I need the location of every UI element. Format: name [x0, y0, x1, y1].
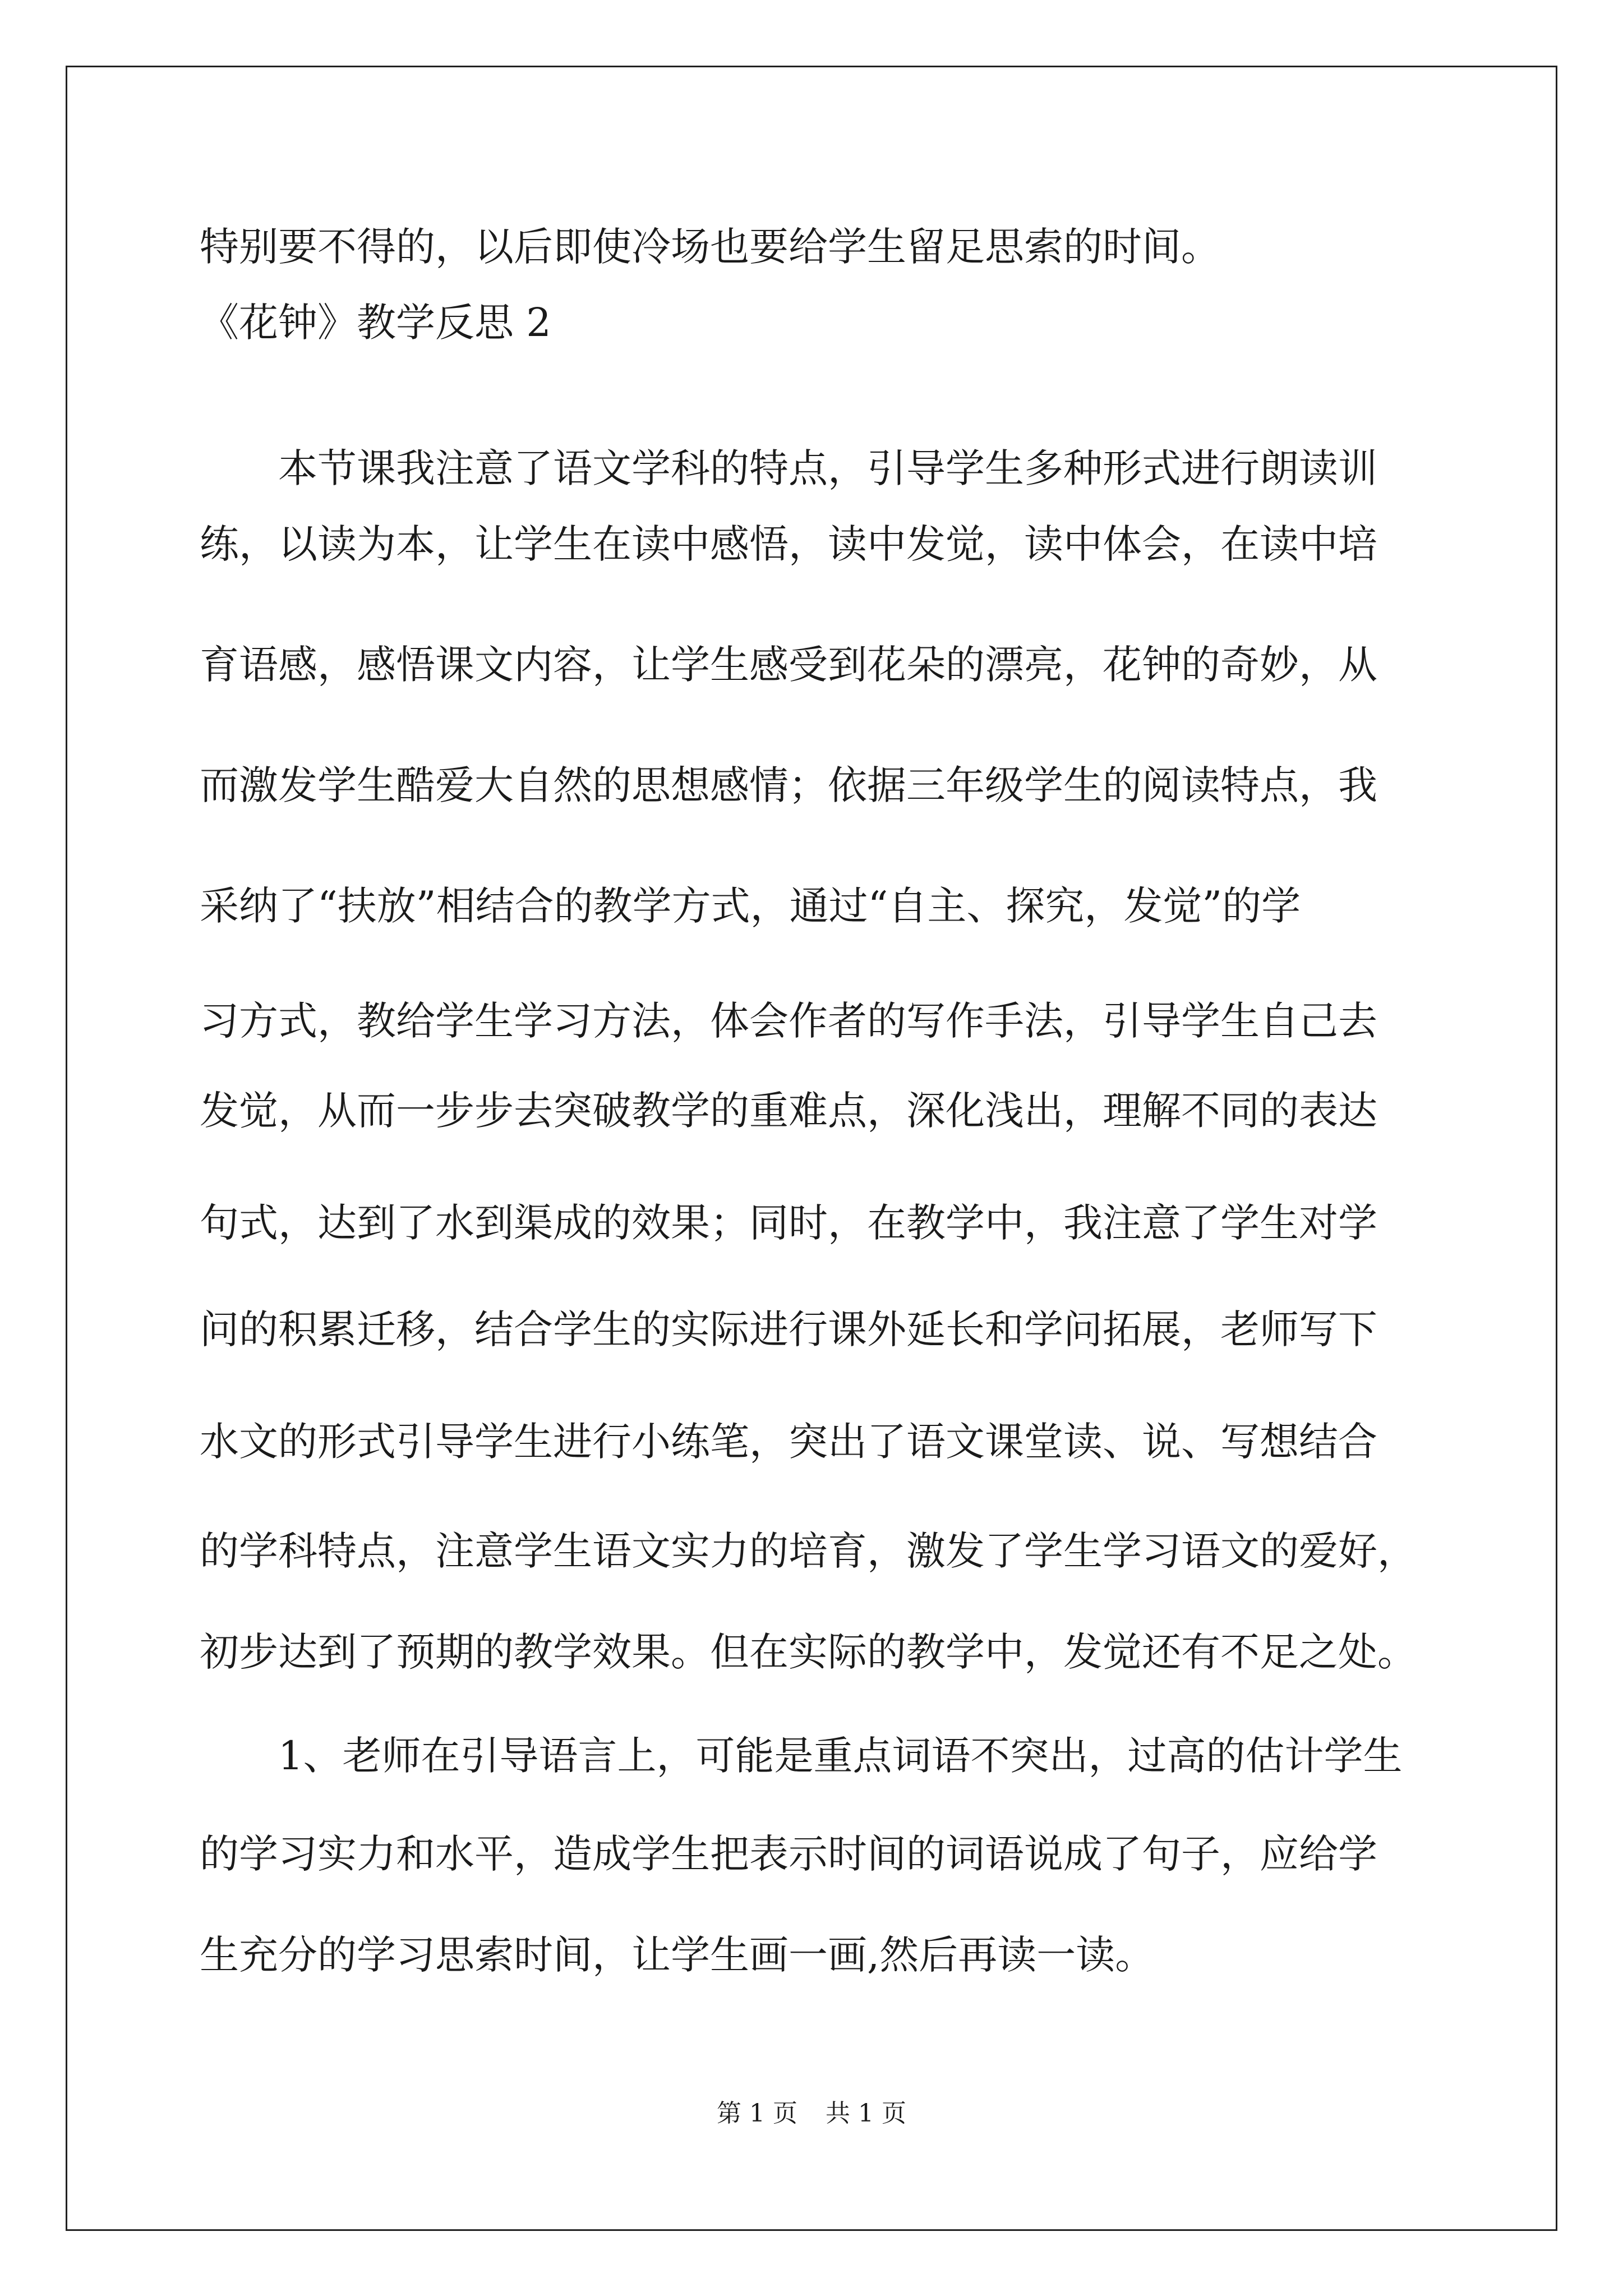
text-line: 句式，达到了水到渠成的效果；同时，在教学中，我注意了学生对学 [200, 1200, 1377, 1246]
page-total: 共 1 页 [826, 2099, 906, 2128]
page-footer [0, 2098, 1623, 2129]
text-line: 发觉，从而一步步去突破教学的重难点，深化浅出，理解不同的表达 [200, 1088, 1377, 1134]
text-line: 育语感，感悟课文内容，让学生感受到花朵的漂亮，花钟的奇妙，从 [200, 642, 1377, 688]
text-line: 生充分的学习思索时间，让学生画一画,然后再读一读。 [200, 1932, 1155, 1978]
text-line: 特别要不得的，以后即使冷场也要给学生留足思索的时间。 [200, 224, 1220, 270]
text-line: 初步达到了预期的教学效果。但在实际的教学中，发觉还有不足之处。 [200, 1629, 1417, 1675]
page-border [66, 66, 1557, 2231]
text-line: 水文的形式引导学生进行小练笔，突出了语文课堂读、说、写想结合 [200, 1419, 1377, 1465]
page-number: 第 1 页 [717, 2099, 797, 2128]
text-line: 的学科特点，注意学生语文实力的培育，激发了学生学习语文的爱好， [200, 1528, 1417, 1574]
text-line: 的学习实力和水平，造成学生把表示时间的词语说成了句子，应给学 [200, 1831, 1377, 1877]
text-line: 采纳了“扶放”相结合的教学方式，通过“自主、探究，发觉”的学 [200, 883, 1301, 929]
text-line: 习方式，教给学生学习方法，体会作者的写作手法，引导学生自己去 [200, 998, 1377, 1044]
text-line: 练，以读为本，让学生在读中感悟，读中发觉，读中体会，在读中培 [200, 521, 1377, 567]
text-line: 而激发学生酷爱大自然的思想感情；依据三年级学生的阅读特点，我 [200, 762, 1377, 808]
text-line: 1、老师在引导语言上，可能是重点词语不突出，过高的估计学生 [278, 1733, 1403, 1779]
section-heading: 《花钟》教学反思 2 [200, 300, 551, 346]
text-line: 本节课我注意了语文学科的特点，引导学生多种形式进行朗读训 [278, 445, 1377, 491]
text-line: 问的积累迁移，结合学生的实际进行课外延长和学问拓展，老师写下 [200, 1306, 1377, 1352]
